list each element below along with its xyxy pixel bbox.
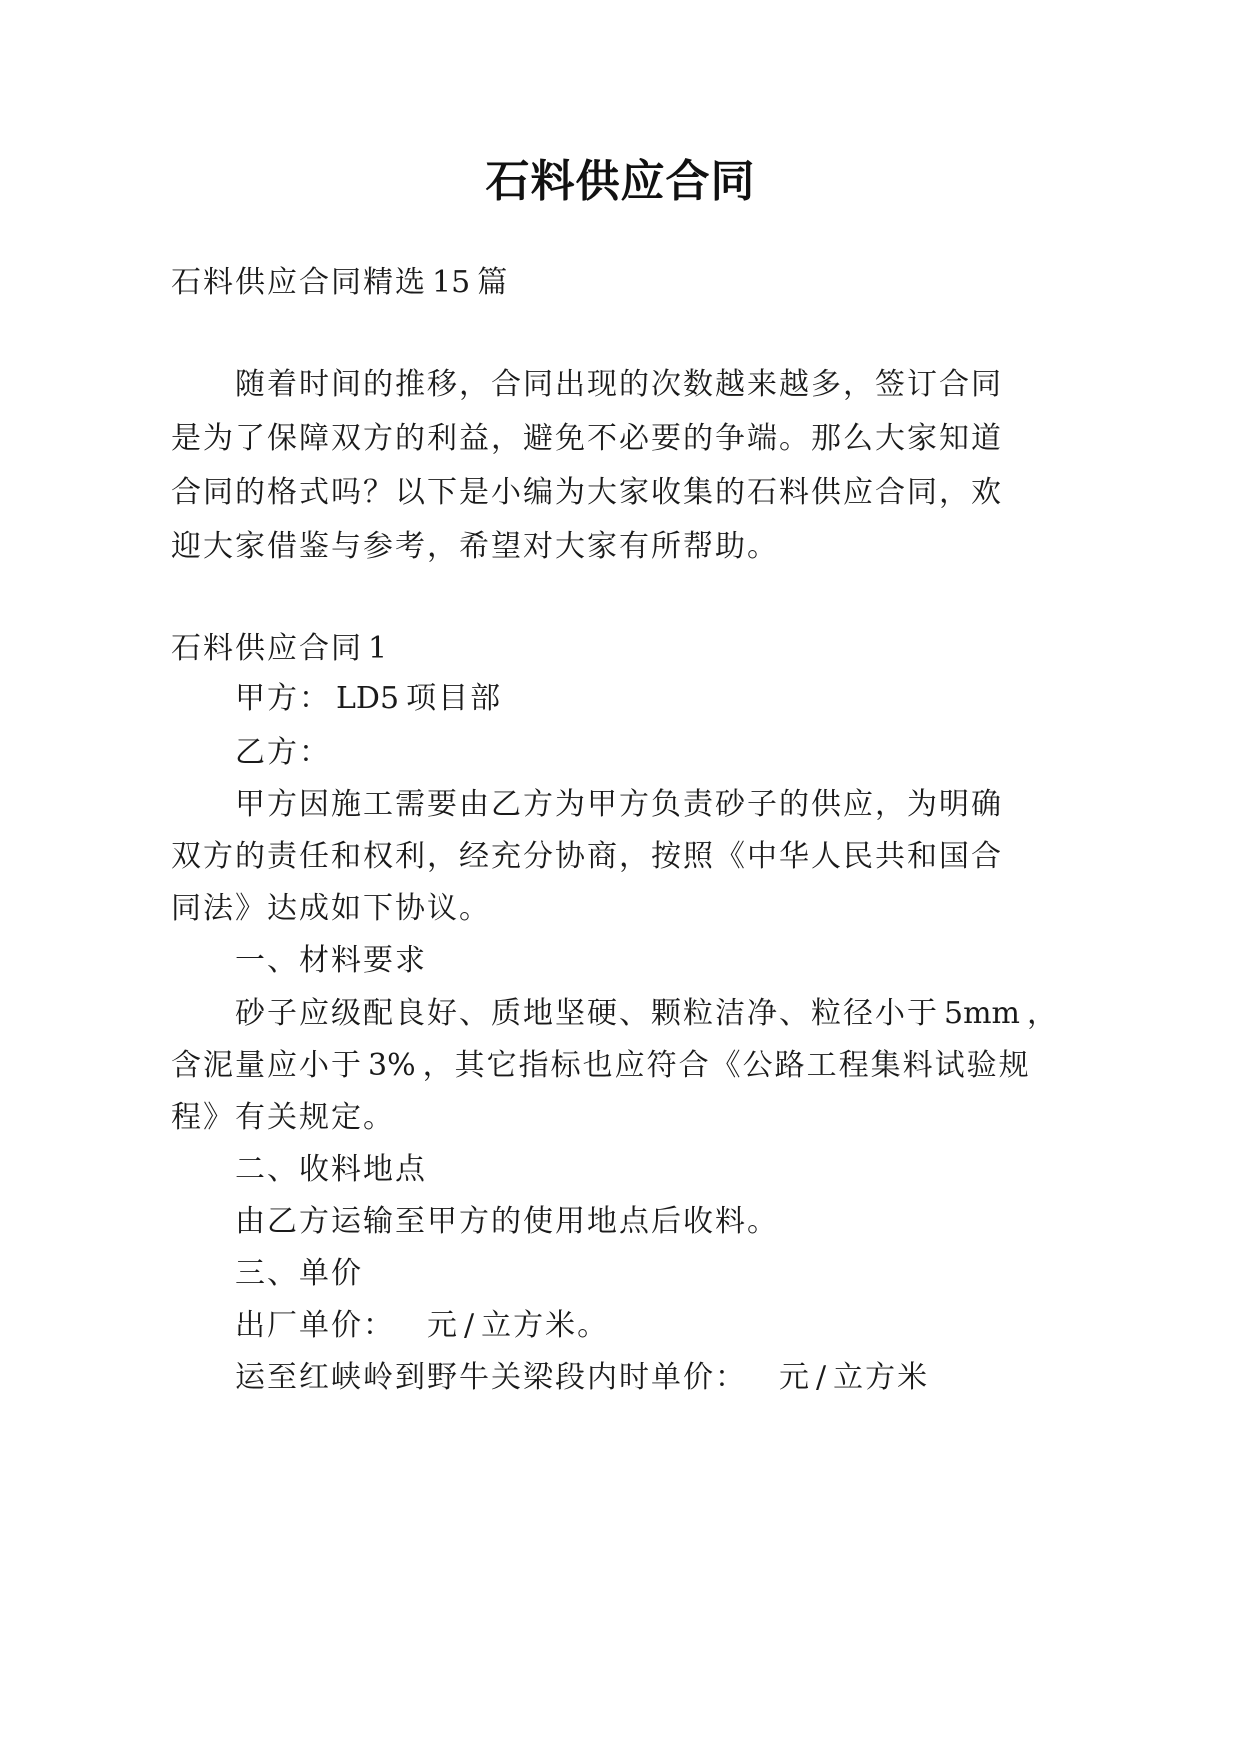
document-title: 石料供应合同 (485, 156, 756, 207)
body-line: 含泥量应小于 3% ，其它指标也应符合《公路工程集料试验规 (171, 1048, 1029, 1083)
body-line: 出厂单价： 元 / 立方米。 (235, 1308, 608, 1343)
body-line: 乙方： (235, 735, 329, 770)
intro-line: 迎大家借鉴与参考，希望对大家有所帮助。 (171, 529, 777, 564)
body-line: 甲方因施工需要由乙方为甲方负责砂子的供应，为明确 (235, 787, 1001, 822)
intro-line: 是为了保障双方的利益，避免不必要的争端。那么大家知道 (171, 421, 1001, 456)
body-line: 三、单价 (235, 1256, 361, 1291)
body-line: 同法》达成如下协议。 (171, 891, 489, 926)
section-heading: 石料供应合同 1 (171, 631, 388, 666)
intro-line: 合同的格式吗？以下是小编为大家收集的石料供应合同，欢 (171, 475, 1001, 510)
body-line: 一、材料要求 (235, 943, 425, 978)
body-line: 运至红峡岭到野牛关梁段内时单价： 元 / 立方米 (235, 1360, 928, 1395)
document-subtitle: 石料供应合同精选 15 篇 (171, 265, 508, 300)
body-line: 程》有关规定。 (171, 1100, 393, 1135)
body-line: 由乙方运输至甲方的使用地点后收料。 (235, 1204, 777, 1239)
intro-line: 随着时间的推移，合同出现的次数越来越多，签订合同 (235, 367, 1001, 402)
body-line: 砂子应级配良好、质地坚硬、颗粒洁净、粒径小于 5mm ， (235, 996, 1057, 1031)
body-line: 甲方： LD5 项目部 (235, 681, 501, 716)
body-line: 双方的责任和权利，经充分协商，按照《中华人民共和国合 (171, 839, 1001, 874)
body-line: 二、收料地点 (235, 1152, 425, 1187)
